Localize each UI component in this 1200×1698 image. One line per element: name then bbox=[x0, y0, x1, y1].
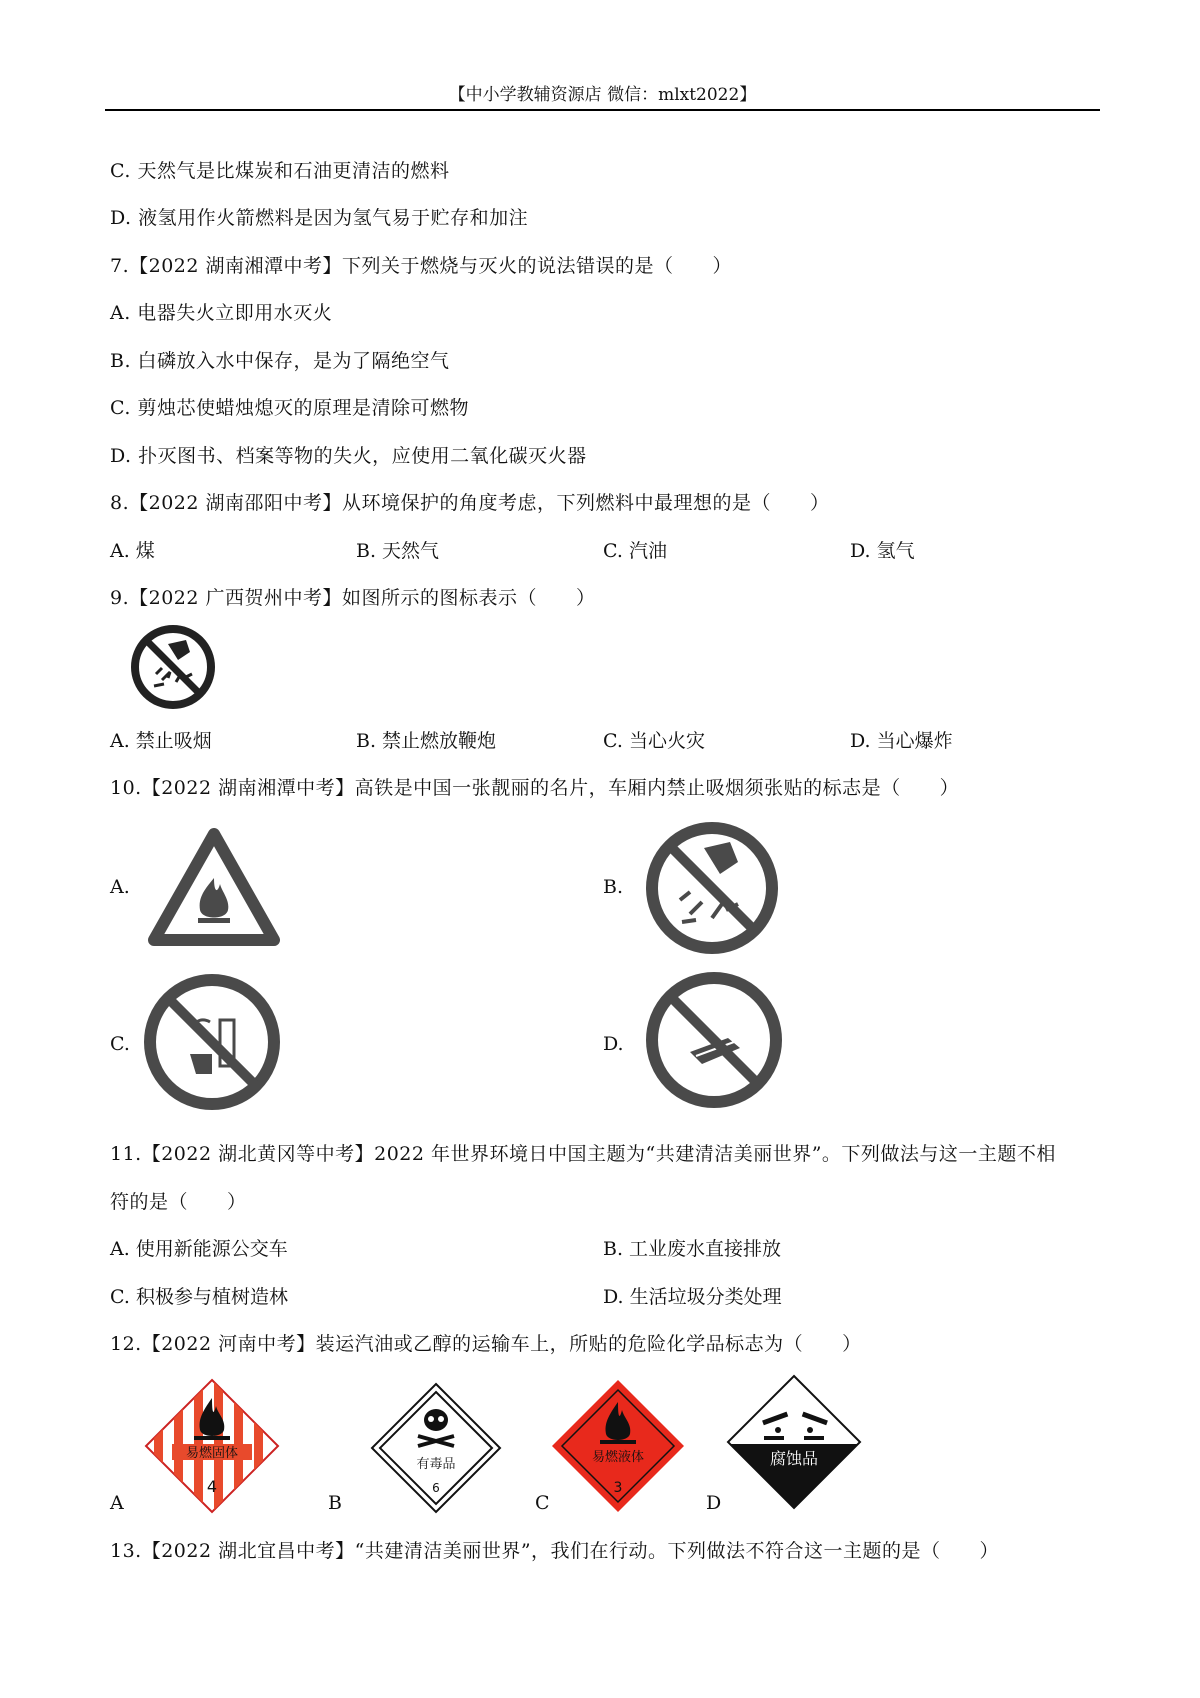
hazard-a-label: 易燃固体 bbox=[185, 1446, 239, 1461]
flammable-liquid-sign-icon bbox=[548, 1376, 688, 1516]
q10-label-a: A. bbox=[110, 876, 130, 898]
q11-option-d: D. 生活垃圾分类处理 bbox=[603, 1286, 782, 1308]
question-8: 8.【2022 湖南邵阳中考】从环境保护的角度考虑，下列燃料中最理想的是（ ） bbox=[110, 492, 830, 514]
q8-option-c: C. 汽油 bbox=[603, 540, 667, 562]
q10-label-b: B. bbox=[603, 876, 624, 898]
q11-option-b: B. 工业废水直接排放 bbox=[603, 1238, 782, 1260]
q10-label-c: C. bbox=[110, 1033, 130, 1055]
q12-label-b: B bbox=[328, 1492, 342, 1514]
hazard-c-class: 3 bbox=[613, 1480, 623, 1496]
q9-option-a: A. 禁止吸烟 bbox=[110, 730, 212, 752]
q7-option-a: A. 电器失火立即用水灭火 bbox=[110, 302, 333, 324]
question-10: 10.【2022 湖南湘潭中考】高铁是中国一张靓丽的名片，车厢内禁止吸烟须张贴的标志是（ ） bbox=[110, 777, 960, 799]
q11-option-c: C. 积极参与植树造林 bbox=[110, 1286, 288, 1308]
corrosive-sign-icon bbox=[724, 1372, 864, 1512]
q8-option-d: D. 氢气 bbox=[850, 540, 915, 562]
question-12: 12.【2022 河南中考】装运汽油或乙醇的运输车上，所贴的危险化学品标志为（ ） bbox=[110, 1333, 862, 1355]
question-11-line-1: 11.【2022 湖北黄冈等中考】2022 年世界环境日中国主题为“共建清洁美丽世界”。下列做法与这一主题不相 bbox=[110, 1143, 1056, 1165]
no-smoking-sign-icon bbox=[140, 970, 284, 1114]
header-rule bbox=[105, 109, 1100, 111]
question-9: 9.【2022 广西贺州中考】如图所示的图标表示（ ） bbox=[110, 587, 596, 609]
q8-option-a: A. 煤 bbox=[110, 540, 155, 562]
q7-option-d: D. 扑灭图书、档案等物的失火，应使用二氧化碳灭火器 bbox=[110, 445, 587, 467]
q8-option-b: B. 天然气 bbox=[356, 540, 440, 562]
q12-label-c: C bbox=[535, 1492, 550, 1514]
q11-option-a: A. 使用新能源公交车 bbox=[110, 1238, 288, 1260]
q6-option-c: C. 天然气是比煤炭和石油更清洁的燃料 bbox=[110, 160, 450, 182]
hazard-a-class: 4 bbox=[206, 1477, 218, 1496]
page-header: 【中小学教辅资源店 微信：mlxt2022】 bbox=[448, 85, 757, 105]
q9-option-b: B. 禁止燃放鞭炮 bbox=[356, 730, 497, 752]
hazard-b-class: 6 bbox=[432, 1481, 440, 1495]
q10-label-d: D. bbox=[603, 1033, 624, 1055]
q12-label-d: D bbox=[706, 1492, 722, 1514]
q7-option-c: C. 剪烛芯使蜡烛熄灭的原理是清除可燃物 bbox=[110, 397, 469, 419]
hazard-c-label: 易燃液体 bbox=[591, 1450, 645, 1465]
question-7: 7.【2022 湖南湘潭中考】下列关于燃烧与灭火的说法错误的是（ ） bbox=[110, 255, 733, 277]
question-11-line-2: 符的是（ ） bbox=[110, 1191, 247, 1213]
q7-option-b: B. 白磷放入水中保存，是为了隔绝空气 bbox=[110, 350, 450, 372]
hazard-d-label: 腐蚀品 bbox=[769, 1449, 819, 1468]
caution-fire-sign-icon bbox=[148, 828, 280, 946]
toxic-sign-icon bbox=[368, 1380, 504, 1516]
q9-option-d: D. 当心爆炸 bbox=[850, 730, 953, 752]
flammable-solid-sign-icon bbox=[142, 1376, 282, 1516]
q6-option-d: D. 液氢用作火箭燃料是因为氢气易于贮存和加注 bbox=[110, 207, 529, 229]
hazard-b-label: 有毒品 bbox=[416, 1457, 456, 1472]
no-fireworks-sign-icon bbox=[128, 622, 218, 712]
q9-option-c: C. 当心火灾 bbox=[603, 730, 705, 752]
q12-label-a: A bbox=[110, 1492, 124, 1514]
question-13: 13.【2022 湖北宜昌中考】“共建清洁美丽世界”，我们在行动。下列做法不符合这一主题的是（ ） bbox=[110, 1540, 1000, 1562]
no-fireworks-sign-icon bbox=[642, 818, 782, 958]
no-open-flame-sign-icon bbox=[642, 968, 786, 1112]
